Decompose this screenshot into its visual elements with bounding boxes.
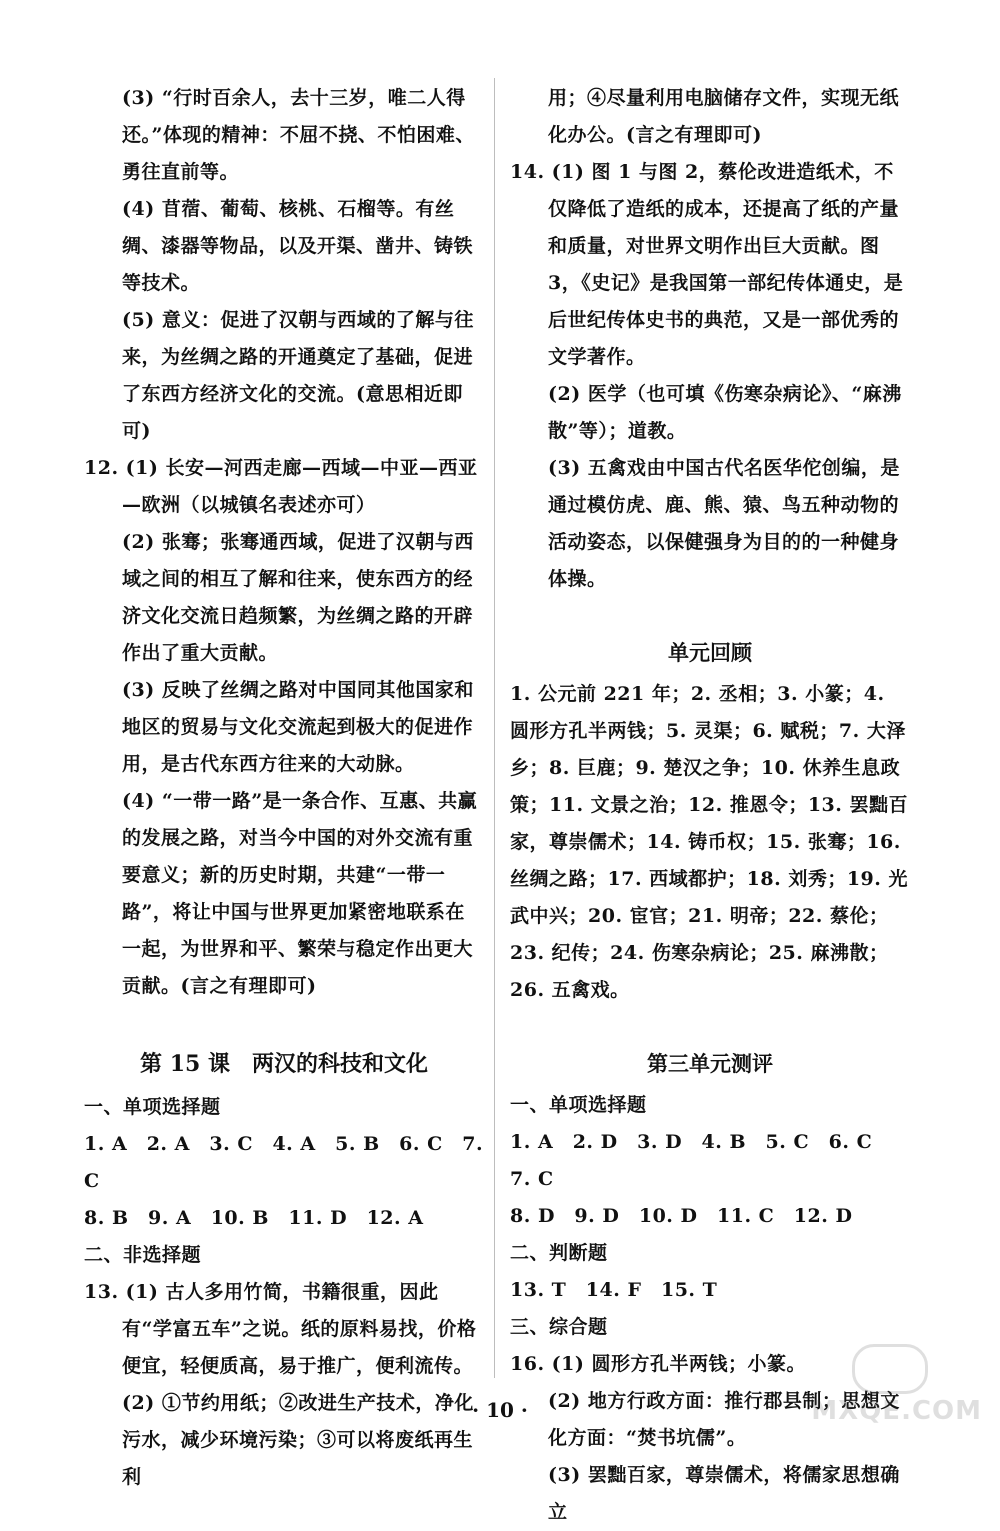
answer-12-3: (3) 反映了丝绸之路对中国同其他国家和地区的贸易与文化交流起到极大的促进作用，是古代东西方往来的大动脉。 xyxy=(122,679,474,775)
test-true-false-answers: 13. T 14. F 15. T xyxy=(510,1279,718,1301)
answer-13-1: 13. (1) 古人多用竹简，书籍很重，因此有“学富五车”之说。纸的原料易找，价格便宜，轻便质高，易于推广，便利流传。 xyxy=(84,1281,477,1377)
watermark-logo xyxy=(798,1340,988,1430)
unit-review-answers: 1. 公元前 221 年；2. 丞相；3. 小篆；4. 圆形方孔半两钱；5. 灵渠；6. 赋税；7. 大泽乡；8. 巨鹿；9. 楚汉之争；10. 休养生息政策；11. 文景之治；12. 推恩令；13. 罢黜百家，尊崇儒术；14. 铸币权；15. 张骞；16. 丝绸之路；17. 西域都护；18. 刘秀；19. 光武中兴；20. 宦官；21. 明帝；22. 蔡伦；23. 纪传；24. 伤寒杂病论；25. 麻沸散；26. 五禽戏。 xyxy=(510,683,909,1001)
test-choice-1-7: 1. A 2. D 3. D 4. B 5. C 6. C 7. C xyxy=(510,1131,892,1190)
answer-16-1: 16. (1) 圆形方孔半两钱；小篆。 xyxy=(510,1353,806,1375)
unit-review-title: 单元回顾 xyxy=(668,640,752,665)
column-divider xyxy=(494,78,495,1378)
answer-11-4: (4) 苜蓿、葡萄、核桃、石榴等。有丝绸、漆器等物品，以及开渠、凿井、铸铁等技术。 xyxy=(122,198,474,294)
section-single-choice: 一、单项选择题 xyxy=(84,1096,221,1118)
section-non-choice: 二、非选择题 xyxy=(84,1244,202,1266)
answer-12-1: 12. (1) 长安—河西走廊—西域—中亚—西亚—欧洲（以城镇名表述亦可） xyxy=(84,457,478,516)
answer-14-2: (2) 医学（也可填《伤寒杂病论》、“麻沸散”等）；道教。 xyxy=(548,383,902,442)
answer-13-2-cont: 用；④尽量利用电脑储存文件，实现无纸化办公。(言之有理即可) xyxy=(548,87,900,146)
test-section-comprehensive: 三、综合题 xyxy=(510,1316,608,1338)
lesson-15-title: 第 15 课 两汉的科技和文化 xyxy=(140,1051,428,1077)
choice-answers-8-12: 8. B 9. A 10. B 11. D 12. A xyxy=(84,1207,424,1229)
left-column xyxy=(84,80,484,1496)
page-number: · 10 · xyxy=(472,1398,528,1422)
answer-16-3: (3) 罢黜百家，尊崇儒术，将儒家思想确立 xyxy=(548,1464,900,1523)
answer-16-2: (2) 地方行政方面：推行郡县制；思想文化方面：“焚书坑儒”。 xyxy=(548,1390,900,1449)
right-column xyxy=(510,80,910,1531)
unit-test-title: 第三单元测评 xyxy=(647,1051,773,1076)
watermark-badge-icon xyxy=(852,1344,928,1394)
choice-answers-1-7: 1. A 2. A 3. C 4. A 5. B 6. C 7. C xyxy=(84,1133,484,1192)
test-section-single-choice: 一、单项选择题 xyxy=(510,1094,647,1116)
answer-11-5: (5) 意义：促进了汉朝与西域的了解与往来，为丝绸之路的开通奠定了基础，促进了东西方经济文化的交流。(意思相近即可) xyxy=(122,309,474,442)
test-choice-8-12: 8. D 9. D 10. D 11. C 12. D xyxy=(510,1205,853,1227)
answer-12-2: (2) 张骞；张骞通西域，促进了汉朝与西域之间的相互了解和往来，使东西方的经济文化交流日趋频繁，为丝绸之路的开辟作出了重大贡献。 xyxy=(122,531,474,664)
test-section-true-false: 二、判断题 xyxy=(510,1242,608,1264)
answer-14-1: 14. (1) 图 1 与图 2，蔡伦改进造纸术，不仅降低了造纸的成本，还提高了纸的产量和质量，对世界文明作出巨大贡献。图 3，《史记》是我国第一部纪传体通史，是后世纪传体史书的典范，又是一部优秀的文学著作。 xyxy=(510,161,904,368)
answer-14-3: (3) 五禽戏由中国古代名医华佗创编，是通过模仿虎、鹿、熊、猿、鸟五种动物的活动姿态，以保健强身为目的的一种健身体操。 xyxy=(548,457,900,590)
watermark-text: MXQE.COM xyxy=(811,1396,982,1426)
answer-11-3: (3) “行时百余人，去十三岁，唯二人得还。”体现的精神：不屈不挠、不怕困难、勇往直前等。 xyxy=(122,87,475,183)
answer-13-2: (2) ①节约用纸；②改进生产技术，净化污水，减少环境污染；③可以将废纸再生利 xyxy=(122,1392,474,1488)
answer-12-4: (4) “一带一路”是一条合作、互惠、共赢的发展之路，对当今中国的对外交流有重要意义；新的历史时期，共建“一带一路”，将让中国与世界更加紧密地联系在一起，为世界和平、繁荣与稳定作出更大贡献。(言之有理即可) xyxy=(122,790,478,997)
